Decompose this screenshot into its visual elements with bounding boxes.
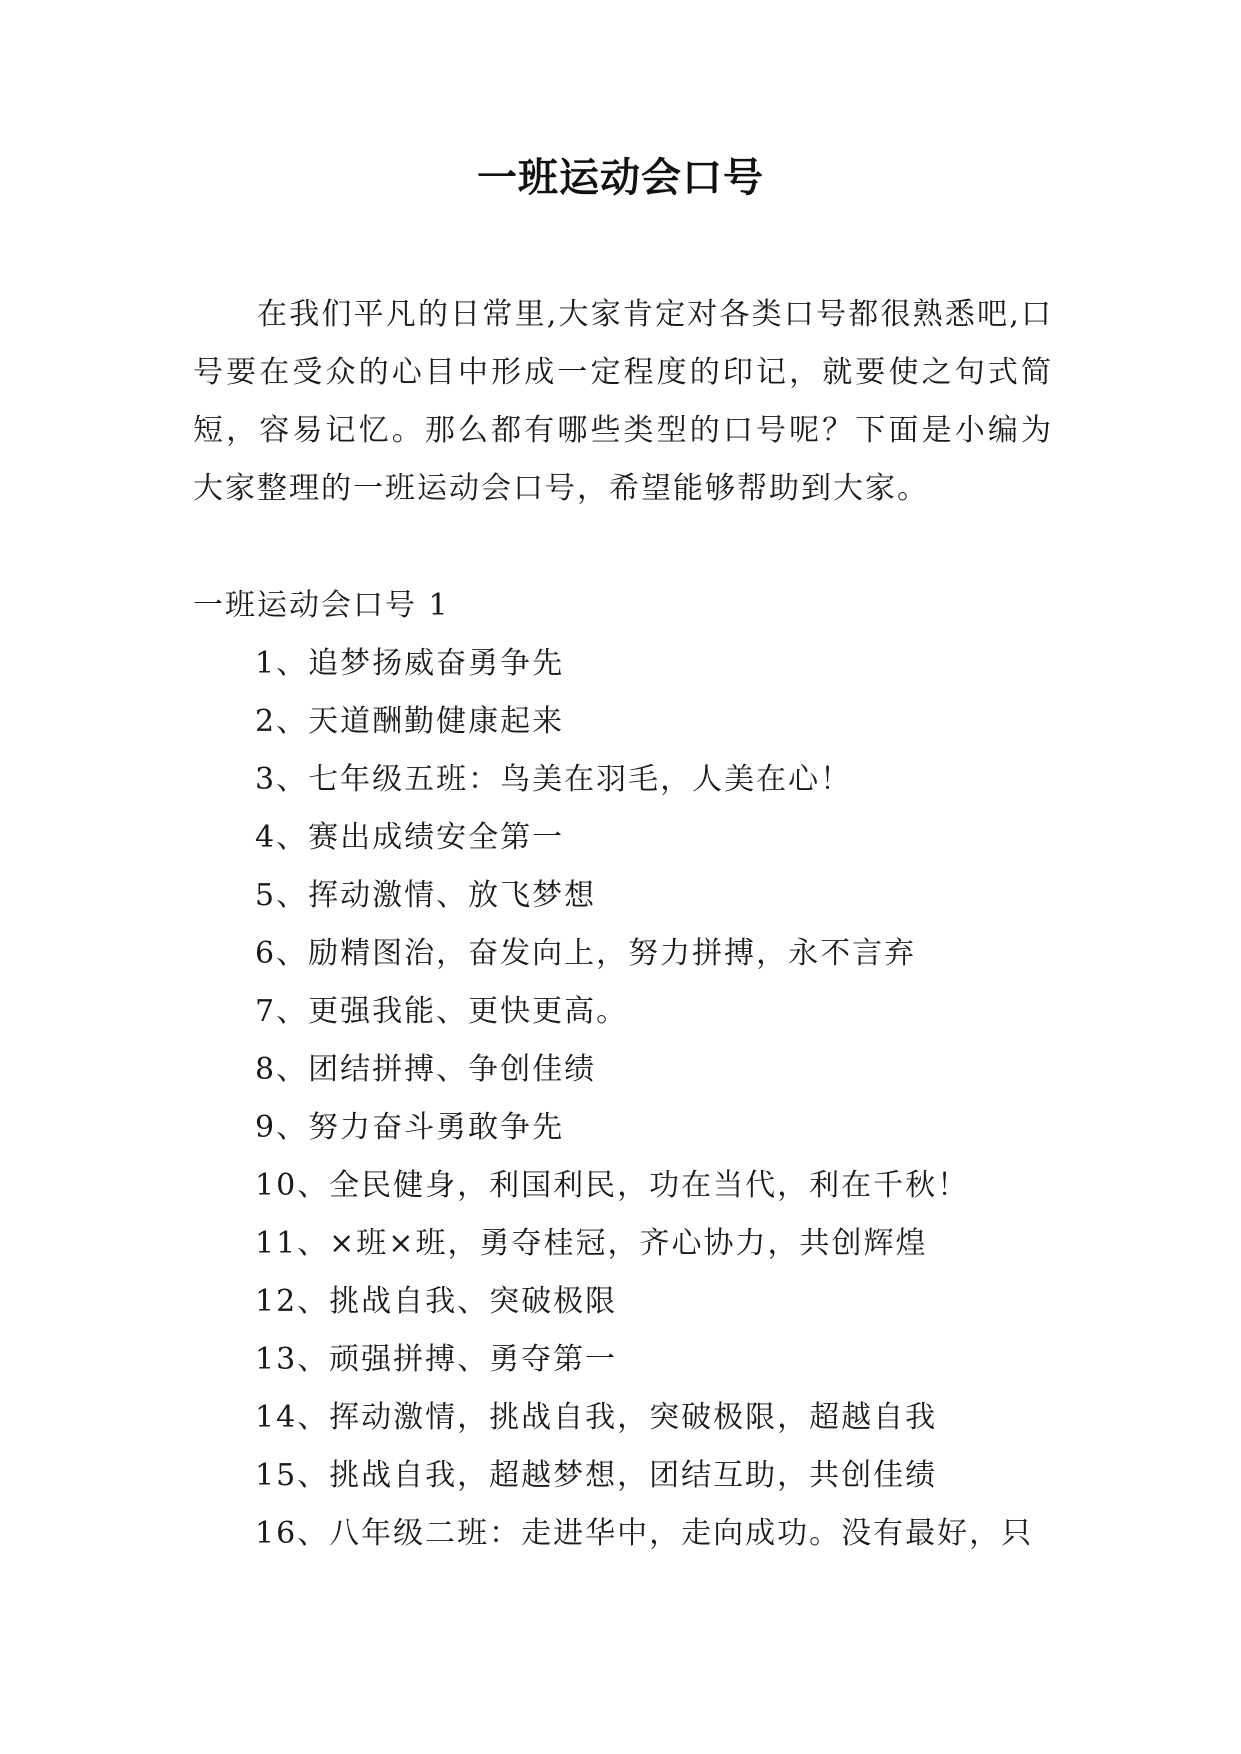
slogan-item: 9、努力奋斗勇敢争先 <box>255 1110 565 1145</box>
slogan-item: 2、天道酬勤健康起来 <box>255 704 565 739</box>
slogan-item: 3、七年级五班：鸟美在羽毛，人美在心！ <box>255 762 853 797</box>
slogan-item: 1、追梦扬威奋勇争先 <box>255 646 565 681</box>
slogan-item: 12、挑战自我、突破极限 <box>255 1284 618 1319</box>
slogan-list <box>255 635 1055 1563</box>
document-title: 一班运动会口号 <box>477 155 764 201</box>
slogan-item: 14、挥动激情，挑战自我，突破极限，超越自我 <box>255 1400 938 1435</box>
slogan-item: 5、挥动激情、放飞梦想 <box>255 878 597 913</box>
slogan-item: 7、更强我能、更快更高。 <box>255 994 629 1029</box>
slogan-item: 16、八年级二班：走进华中，走向成功。没有最好，只 <box>255 1516 1034 1551</box>
slogan-item: 11、×班×班，勇夺桂冠，齐心协力，共创辉煌 <box>255 1226 928 1261</box>
slogan-item: 10、全民健身，利国利民，功在当代，利在千秋！ <box>255 1168 970 1203</box>
section-heading: 一班运动会口号 1 <box>193 588 450 623</box>
slogan-item: 15、挑战自我，超越梦想，团结互助，共创佳绩 <box>255 1458 938 1493</box>
slogan-item: 4、赛出成绩安全第一 <box>255 820 565 855</box>
slogan-item: 6、励精图治，奋发向上，努力拼搏，永不言弃 <box>255 936 917 971</box>
slogan-item: 13、顽强拼搏、勇夺第一 <box>255 1342 618 1377</box>
slogan-item: 8、团结拼搏、争创佳绩 <box>255 1052 597 1087</box>
intro-paragraph: 在我们平凡的日常里,大家肯定对各类口号都很熟悉吧,口号要在受众的心目中形成一定程度的印记，就要使之句式简短，容易记忆。那么都有哪些类型的口号呢？下面是小编为大家整理的一班运动会口号，希望能够帮助到大家。 <box>193 297 1053 506</box>
